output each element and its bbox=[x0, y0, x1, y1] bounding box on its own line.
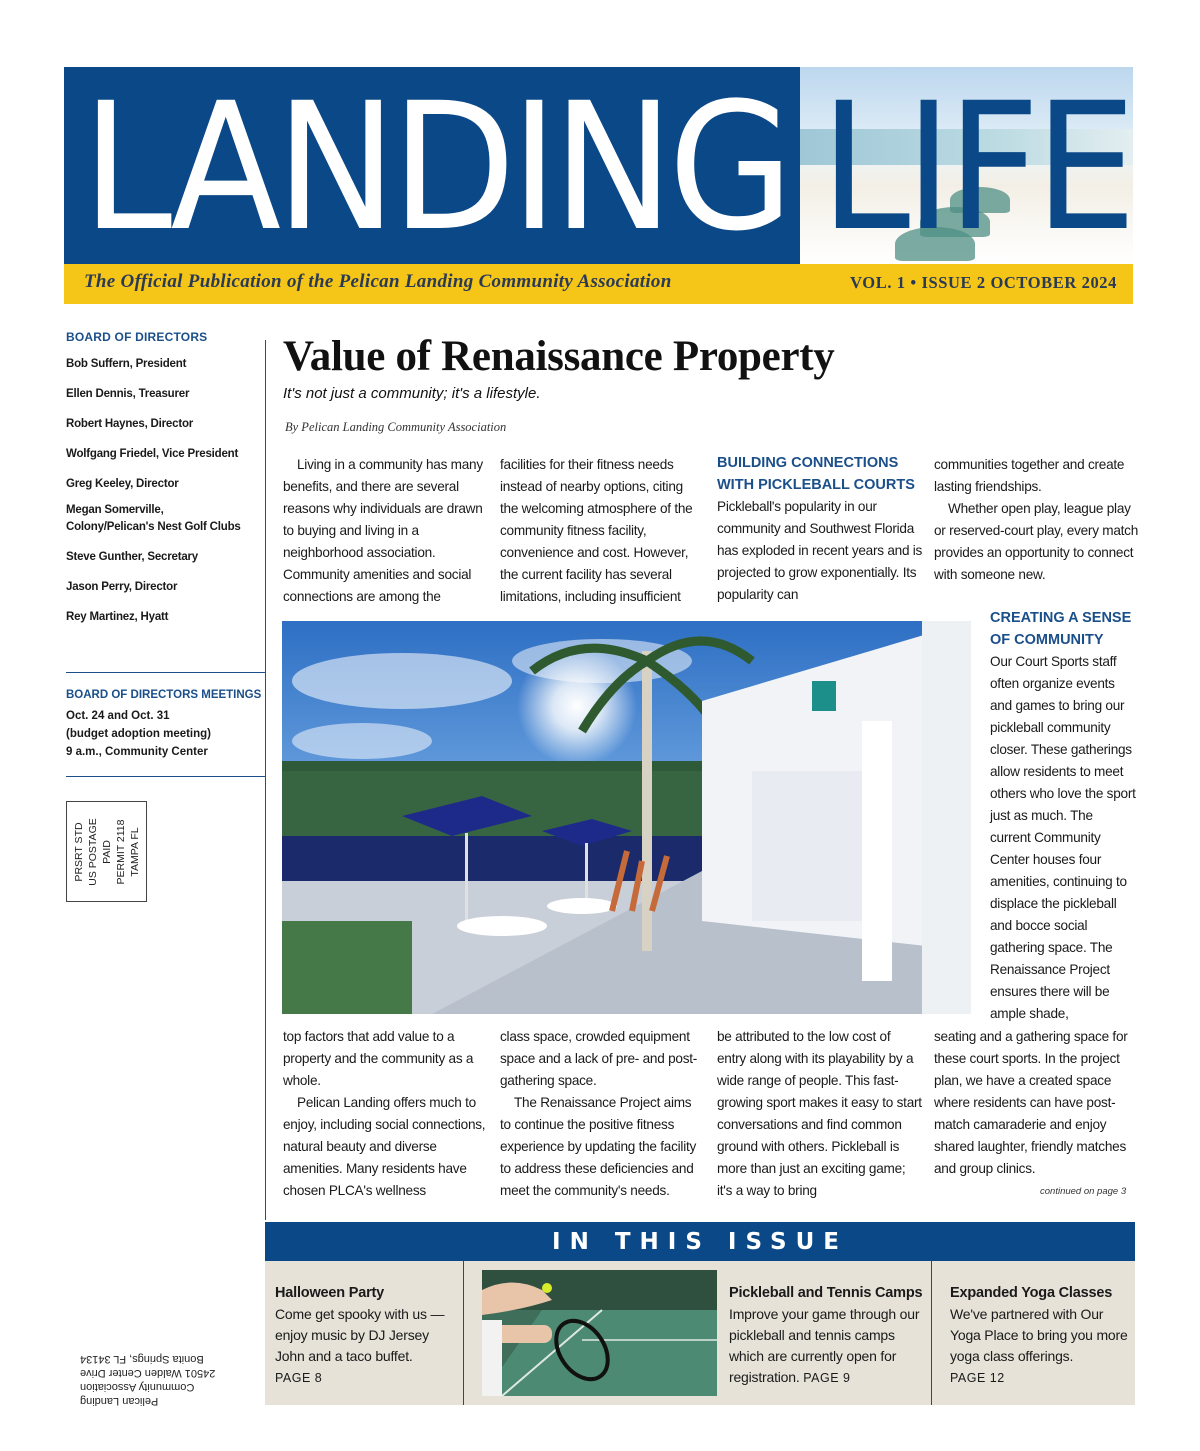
masthead-title-landing: LANDING bbox=[82, 67, 789, 264]
article-subhead: It's not just a community; it's a lifestyle. bbox=[283, 385, 541, 402]
column-1-top bbox=[283, 454, 483, 608]
tagline-bar bbox=[64, 264, 1133, 304]
paragraph: Pelican Landing offers much to enjoy, including social connections, natural beauty and diverse amenities. Many residents have chosen PLCA's wellness bbox=[283, 1095, 486, 1198]
board-member: Megan Somerville, Colony/Pelican's Nest Golf Clubs bbox=[66, 504, 241, 533]
sidebar bbox=[66, 330, 264, 639]
tagline: The Official Publication of the Pelican Landing Community Association bbox=[84, 271, 672, 292]
paragraph: be attributed to the low cost of entry along with its playability by a wide range of people. This fast-growing sport makes it easy to start conversations and find common ground with others. Pickleball is more than just an exciting game; it's a way to bring bbox=[717, 1029, 922, 1198]
in-this-issue-title: IN THIS ISSUE bbox=[552, 1229, 848, 1255]
masthead bbox=[64, 67, 1133, 264]
renaissance-rendering-image bbox=[282, 621, 971, 1014]
column-4-bottom bbox=[934, 1026, 1139, 1180]
tennis-player-photo bbox=[482, 1270, 717, 1396]
board-list bbox=[66, 356, 264, 626]
paragraph: The Renaissance Project aims to continue the positive fitness experience by updating the facility to address these deficiencies and meet the community's needs. bbox=[500, 1095, 697, 1198]
column-4-narrow bbox=[990, 607, 1136, 1025]
issue-item-page: PAGE 9 bbox=[803, 1371, 851, 1385]
meetings-heading: BOARD OF DIRECTORS MEETINGS bbox=[66, 689, 262, 701]
column-2-top bbox=[500, 454, 700, 608]
issue-item-text: Come get spooky with us — enjoy music by DJ Jersey John and a taco buffet. bbox=[275, 1306, 445, 1364]
board-member: Robert Haynes, Director bbox=[66, 418, 194, 430]
divider bbox=[66, 776, 266, 777]
divider bbox=[66, 672, 266, 673]
column-2-bottom bbox=[500, 1026, 705, 1202]
divider bbox=[463, 1261, 464, 1405]
continued-note: continued on page 3 bbox=[1040, 1186, 1127, 1197]
paragraph: class space, crowded equipment space and a lack of pre- and post-gathering space. bbox=[500, 1029, 698, 1088]
issue-info: VOL. 1 • ISSUE 2 OCTOBER 2024 bbox=[850, 273, 1117, 292]
column-4-top bbox=[934, 454, 1139, 586]
column-3-bottom bbox=[717, 1026, 922, 1202]
column-rule bbox=[265, 340, 266, 1220]
issue-item-yoga[interactable] bbox=[950, 1283, 1130, 1389]
issue-item-text: Improve your game through our pickleball and tennis camps which are currently open for registration. bbox=[729, 1306, 920, 1385]
issue-item-page: PAGE 8 bbox=[275, 1371, 323, 1385]
issue-item-page: PAGE 12 bbox=[950, 1371, 1005, 1385]
paragraph: Living in a community has many benefits, and there are several reasons why individuals are drawn to buying and living in a neighborhood association. Community amenities and social connections are among the bbox=[283, 457, 483, 604]
board-member: Wolfgang Friedel, Vice President bbox=[66, 448, 239, 460]
return-address: Pelican Landing Community Association 24501 Walden Center Drive Bonita Springs, FL 34134 bbox=[80, 1353, 216, 1407]
issue-item-title: Expanded Yoga Classes bbox=[950, 1285, 1113, 1301]
section-heading-pickleball: BUILDING CONNECTIONS WITH PICKLEBALL COURTS bbox=[717, 455, 915, 493]
board-member: Jason Perry, Director bbox=[66, 581, 178, 593]
column-3-top bbox=[717, 452, 925, 606]
section-heading-community: CREATING A SENSE OF COMMUNITY bbox=[990, 610, 1132, 648]
board-member: Steve Gunther, Secretary bbox=[66, 551, 198, 563]
article-byline: By Pelican Landing Community Association bbox=[285, 420, 507, 434]
in-this-issue-bar bbox=[265, 1222, 1135, 1261]
issue-item-title: Halloween Party bbox=[275, 1285, 385, 1301]
issue-item-text: We've partnered with Our Yoga Place to bring you more yoga class offerings. bbox=[950, 1306, 1128, 1364]
board-member: Rey Martinez, Hyatt bbox=[66, 611, 169, 623]
paragraph: top factors that add value to a property and the community as a whole. bbox=[283, 1029, 474, 1088]
board-heading: BOARD OF DIRECTORS bbox=[66, 330, 208, 344]
issue-item-halloween[interactable] bbox=[275, 1283, 455, 1389]
paragraph: seating and a gathering space for these court sports. In the project plan, we have a created space where residents can have post-match camaraderie and enjoy shared laughter, friendly matches and group clinics. bbox=[934, 1029, 1128, 1176]
postage-text: PRSRT STD US POSTAGE PAID PERMIT 2118 TAMPA FL bbox=[73, 818, 141, 886]
meetings-text: Oct. 24 and Oct. 31 (budget adoption meeting) 9 a.m., Community Center bbox=[66, 710, 212, 758]
postage-indicia bbox=[66, 801, 147, 902]
paragraph: communities together and create lasting friendships. bbox=[934, 457, 1125, 494]
board-member: Greg Keeley, Director bbox=[66, 478, 179, 490]
board-member: Bob Suffern, President bbox=[66, 358, 187, 370]
board-member: Ellen Dennis, Treasurer bbox=[66, 388, 190, 400]
column-1-bottom bbox=[283, 1026, 488, 1202]
issue-item-title: Pickleball and Tennis Camps bbox=[729, 1285, 923, 1301]
issue-item-camps[interactable] bbox=[729, 1283, 924, 1389]
article-headline: Value of Renaissance Property bbox=[283, 333, 835, 380]
paragraph: facilities for their fitness needs instead of nearby options, citing the welcoming atmosphere of the community fitness facility, convenience and cost. However, the current facility has several limitations, including insufficient bbox=[500, 457, 693, 604]
paragraph: Pickleball's popularity in our community and Southwest Florida has exploded in recent years and is projected to grow exponentially. Its popularity can bbox=[717, 499, 923, 602]
masthead-title-life: LIFE bbox=[820, 67, 1132, 264]
divider bbox=[931, 1261, 932, 1405]
paragraph: Whether open play, league play or reserved-court play, every match provides an opportunity to connect with someone new. bbox=[934, 501, 1139, 582]
paragraph: Our Court Sports staff often organize events and games to bring our pickleball community closer. These gatherings allow residents to meet others who love the sport just as much. The current Community Center houses four amenities, continuing to displace the pickleball and bocce social gathering space. The Renaissance Project ensures there will be ample shade, bbox=[990, 654, 1136, 1021]
